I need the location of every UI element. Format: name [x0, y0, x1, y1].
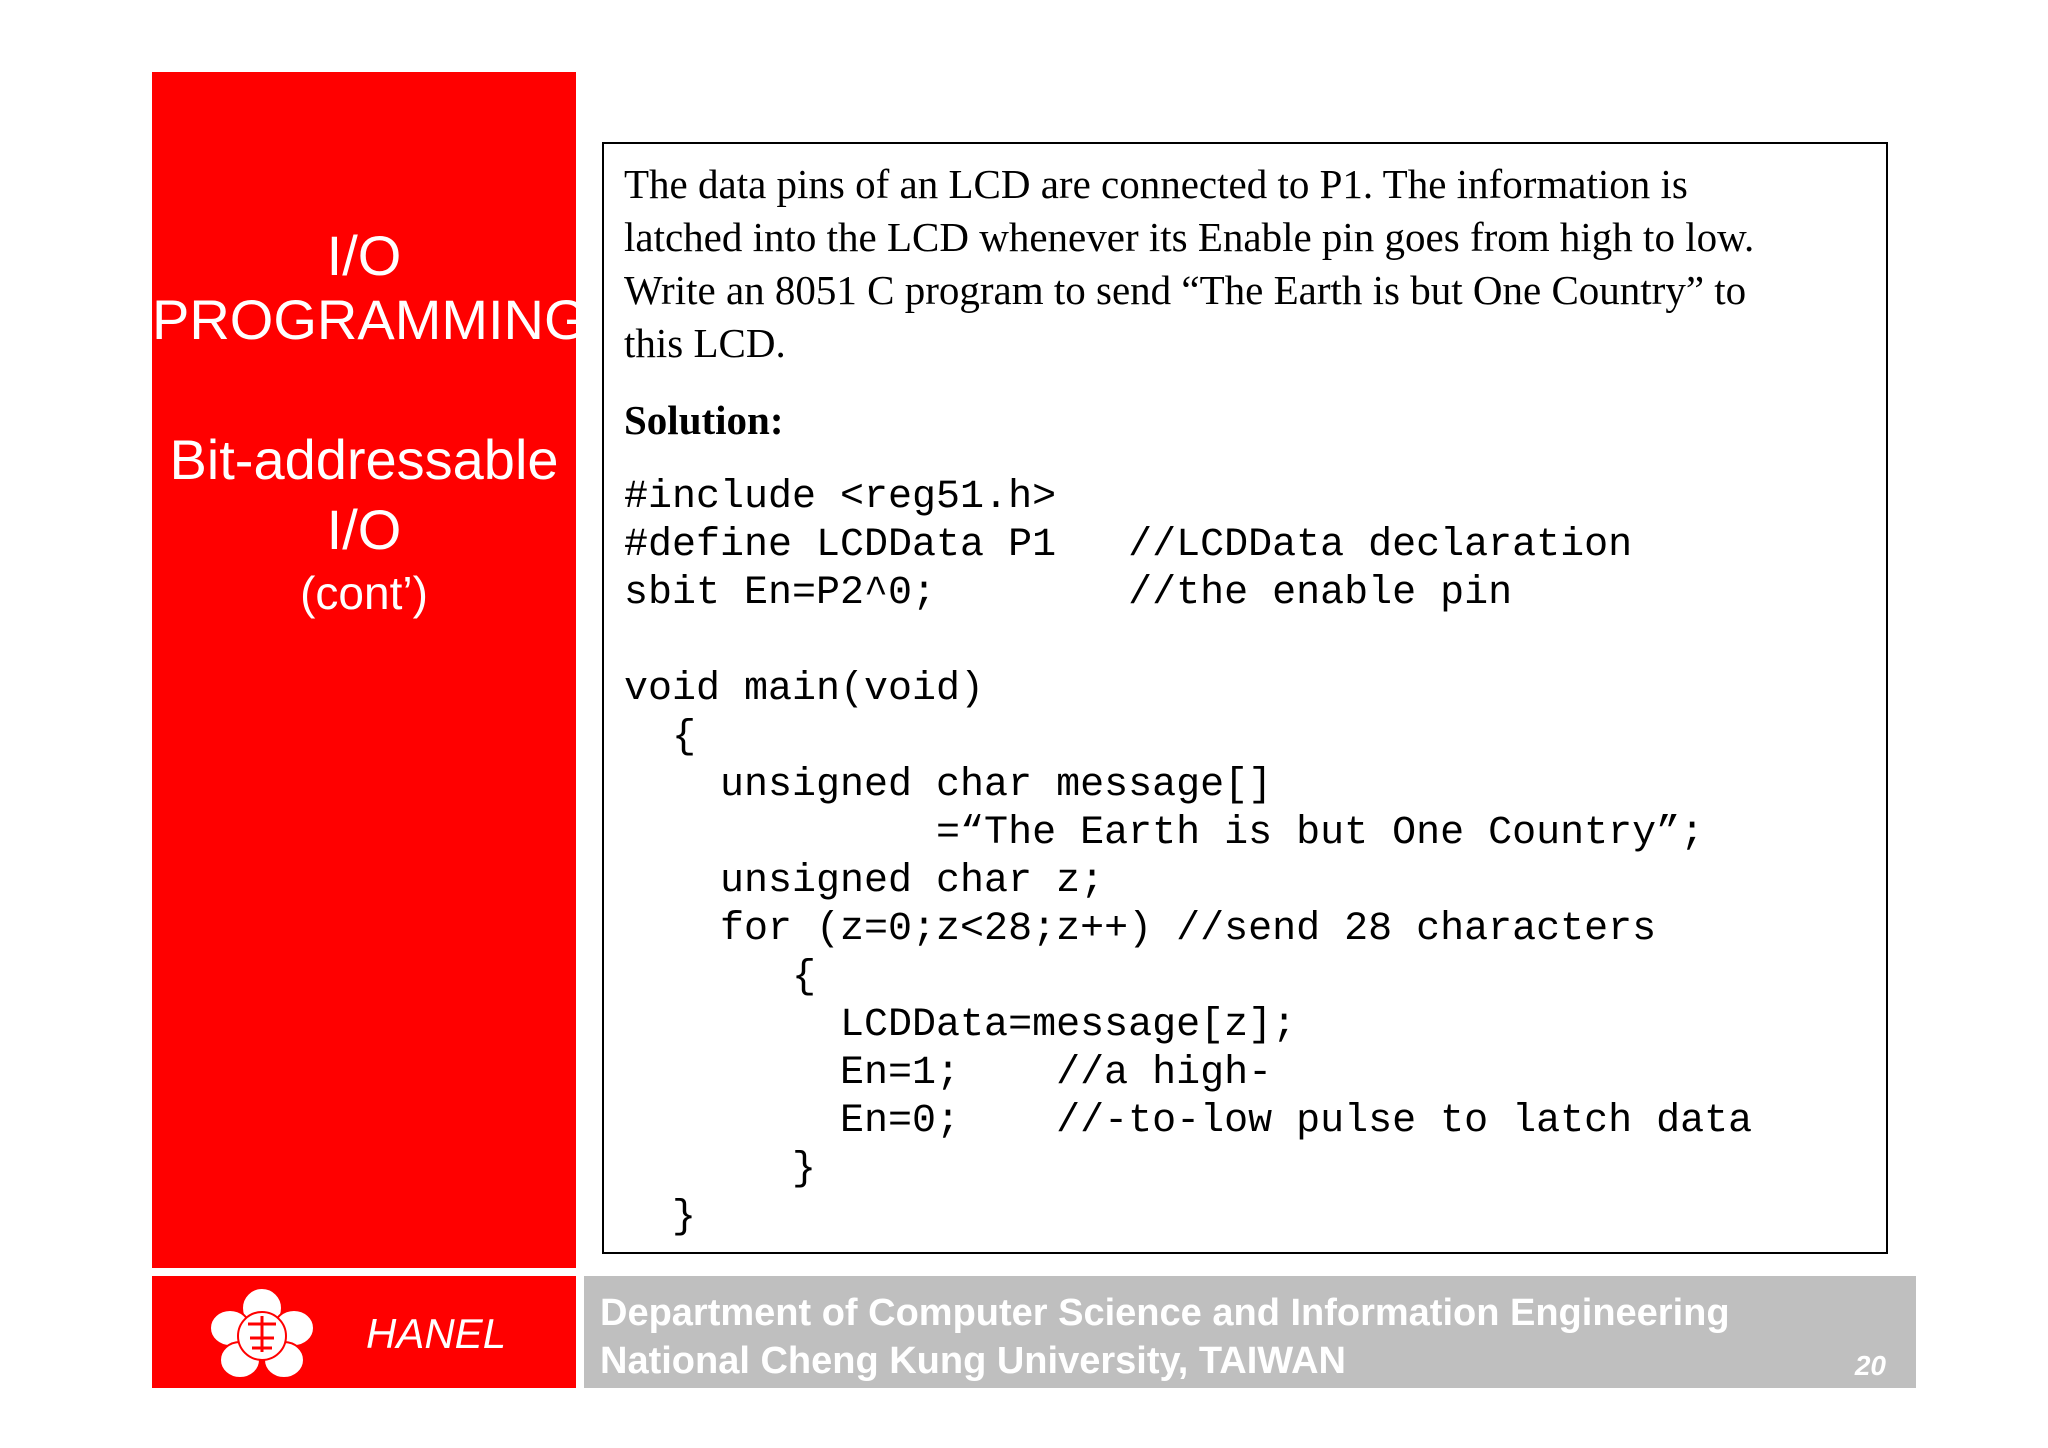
code-line: unsigned char message[] — [624, 763, 1273, 808]
section-subtitle-line2: I/O — [326, 498, 402, 561]
section-subtitle-line3: (cont’) — [300, 567, 428, 619]
section-title-line2: PROGRAMMING — [152, 288, 588, 351]
footer-info-panel — [584, 1276, 1916, 1388]
university-name: National Cheng Kung University, TAIWAN — [600, 1340, 1346, 1382]
code-block — [624, 474, 1752, 1242]
code-line: #include <reg51.h> — [624, 475, 1057, 520]
author-label: HANEL — [366, 1310, 507, 1357]
code-line: { — [624, 955, 817, 1000]
code-line: =“The Earth is but One Country”; — [624, 811, 1705, 856]
problem-line: Write an 8051 C program to send “The Earth is but One Country” to — [624, 267, 1747, 313]
code-line: En=0; //-to-low pulse to latch data — [624, 1099, 1753, 1144]
problem-line: this LCD. — [624, 320, 786, 366]
code-line: En=1; //a high- — [624, 1051, 1273, 1096]
problem-statement — [624, 158, 1874, 370]
code-line: { — [624, 715, 697, 760]
problem-line: The data pins of an LCD are connected to P1. The information is — [624, 161, 1688, 207]
code-line: unsigned char z; — [624, 859, 1105, 904]
example-box — [602, 142, 1888, 1254]
code-line: void main(void) — [624, 667, 985, 712]
code-line: LCDData=message[z]; — [624, 1003, 1297, 1048]
section-subtitle-line1: Bit-addressable — [169, 428, 559, 491]
code-line — [624, 618, 1752, 666]
code-line: sbit En=P2^0; //the enable pin — [624, 571, 1513, 616]
department-name: Department of Computer Science and Information Engineering — [600, 1292, 1730, 1334]
code-line: } — [624, 1195, 697, 1240]
sidebar-panel — [152, 72, 588, 1268]
solution-label: Solution: — [624, 397, 784, 443]
section-title-line1: I/O — [326, 224, 402, 287]
page-number: 20 — [1854, 1350, 1886, 1381]
ncku-emblem-icon — [204, 1286, 320, 1382]
problem-line: latched into the LCD whenever its Enable pin goes from high to low. — [624, 214, 1755, 260]
footer-logo-panel — [152, 1276, 576, 1388]
code-line: for (z=0;z<28;z++) //send 28 characters — [624, 907, 1657, 952]
code-line: #define LCDData P1 //LCDData declaration — [624, 523, 1633, 568]
code-line: } — [624, 1147, 817, 1192]
